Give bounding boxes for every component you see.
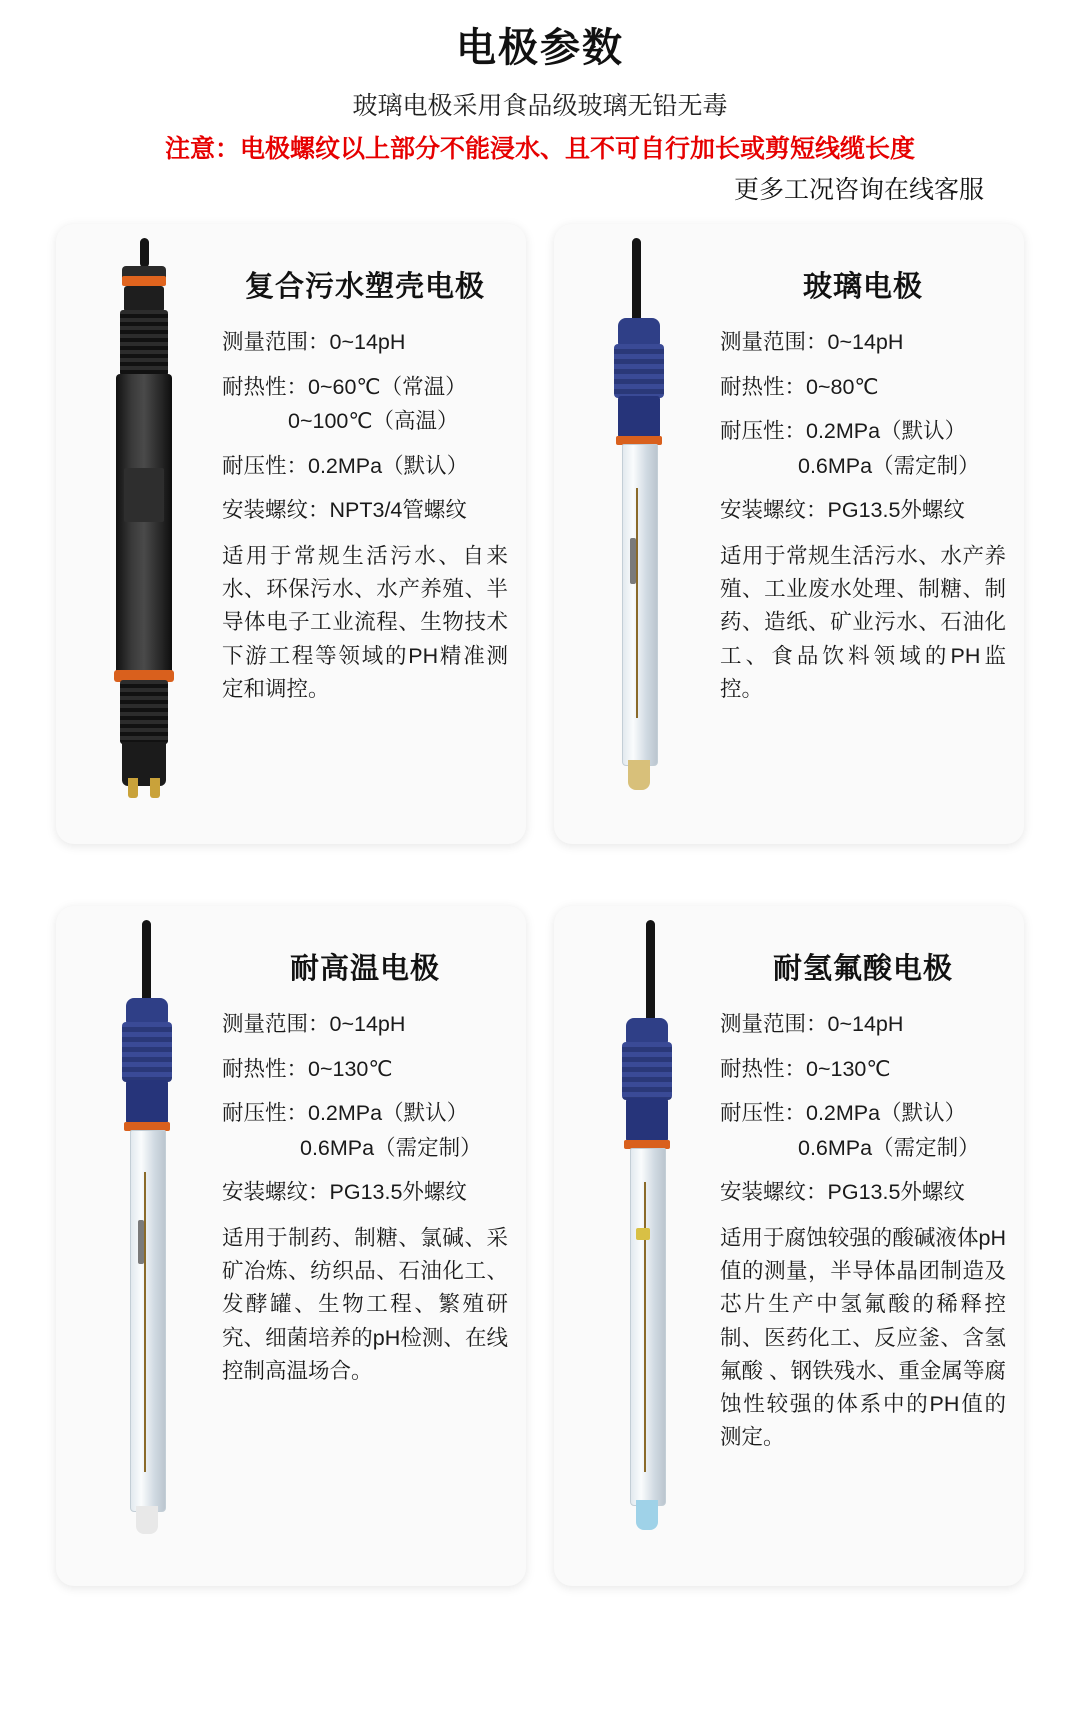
electrode-card-grid [0, 224, 1080, 1586]
spec-heat-resistance: 耐热性：0~80℃ [720, 374, 879, 399]
electrode-info-composite [216, 238, 512, 830]
probe-neck [124, 286, 164, 312]
probe-label [124, 468, 164, 522]
electrode-card-high-temperature-resistant-electrode [56, 906, 526, 1586]
page-title: 电极参数 [456, 26, 624, 70]
spec-pressure-resistance-2: 0.6MPa（需定制） [798, 1135, 980, 1160]
cable-icon [632, 238, 641, 324]
card-description: 适用于常规生活污水、水产养殖、工业废水处理、制糖、制药、造纸、矿业污水、石油化工、食品饮料领域的PH监控。 [720, 543, 1006, 701]
card-title: 玻璃电极 [802, 271, 923, 303]
probe-illustration-hf [564, 920, 714, 1572]
electrode-info-glass [714, 238, 1010, 830]
card-title: 耐高温电极 [289, 953, 440, 985]
spec-measuring-range: 测量范围：0~14pH [720, 330, 904, 354]
probe-thread-upper [120, 310, 168, 376]
spec-pressure-resistance-2: 0.6MPa（需定制） [300, 1135, 482, 1160]
electrode-photo-high-temp [66, 920, 216, 1572]
probe-tip-right [150, 778, 160, 798]
spec-heat-resistance: 耐热性：0~130℃ [222, 1056, 393, 1081]
probe-head-lower [626, 1098, 668, 1142]
probe-illustration-plastic [66, 238, 216, 830]
card-title: 耐氢氟酸电极 [772, 953, 953, 985]
probe-illustration-glass [564, 238, 714, 830]
probe-head-ribbed [614, 344, 664, 398]
probe-glass-tube [130, 1130, 166, 1512]
probe-orange-band [122, 276, 166, 286]
probe-tip [136, 1506, 158, 1534]
electrode-info-high-temp [216, 920, 512, 1572]
cable-icon [646, 920, 655, 1024]
probe-glass-tube [622, 444, 658, 766]
probe-tip [636, 1500, 658, 1530]
probe-glass-tube [630, 1148, 666, 1506]
probe-head-lower [618, 396, 660, 438]
electrode-card-hydrofluoric-acid-resistant-electrode [554, 906, 1024, 1586]
cable-icon [140, 238, 149, 268]
spec-heat-resistance-2: 0~100℃（高温） [288, 409, 459, 434]
probe-internal-element [636, 1228, 650, 1240]
probe-head-top [626, 1018, 668, 1044]
spec-pressure-resistance: 耐压性：0.2MPa（默认） [720, 1101, 967, 1126]
probe-tip [628, 760, 650, 790]
probe-head-top [618, 318, 660, 346]
electrode-info-hf [714, 920, 1010, 1572]
card-description: 适用于制药、制糖、氯碱、采矿冶炼、纺织品、石油化工、发酵罐、生物工程、繁殖研究、细菌培养的pH检测、在线控制高温场合。 [222, 1225, 508, 1383]
spec-mounting-thread: 安装螺纹：PG13.5外螺纹 [720, 498, 965, 523]
probe-internal-wire [644, 1182, 646, 1472]
spec-pressure-resistance: 耐压性：0.2MPa（默认） [720, 419, 967, 444]
probe-tip-left [128, 778, 138, 798]
electrode-photo-glass [564, 238, 714, 830]
probe-thread-lower [120, 680, 168, 744]
spec-measuring-range: 测量范围：0~14pH [222, 1012, 406, 1036]
spec-measuring-range: 测量范围：0~14pH [720, 1012, 904, 1036]
probe-internal-element [138, 1220, 144, 1264]
spec-measuring-range: 测量范围：0~14pH [222, 330, 406, 354]
probe-internal-wire [636, 488, 638, 718]
card-description: 适用于腐蚀较强的酸碱液体pH值的测量，半导体晶团制造及芯片生产中氢氟酸的稀释控制、医药化工、反应釜、含氢氟酸 、钢铁残水、重金属等腐蚀性较强的体系中的PH值的测定。 [720, 1225, 1006, 1450]
electrode-photo-composite [66, 238, 216, 830]
probe-head-ribbed [622, 1042, 672, 1100]
spec-heat-resistance: 耐热性：0~130℃ [720, 1056, 891, 1081]
probe-illustration-high-temp [66, 920, 216, 1572]
electrode-card-glass-electrode [554, 224, 1024, 844]
electrode-card-composite-sewage-plastic-electrode [56, 224, 526, 844]
spec-pressure-resistance: 耐压性：0.2MPa（默认） [222, 1101, 469, 1126]
electrode-photo-hf [564, 920, 714, 1572]
warning-note: 注意：电极螺纹以上部分不能浸水、且不可自行加长或剪短线缆长度 [164, 134, 915, 163]
spec-mounting-thread: 安装螺纹：NPT3/4管螺纹 [222, 498, 467, 523]
spec-pressure-resistance-2: 0.6MPa（需定制） [798, 453, 980, 478]
cable-icon [142, 920, 151, 1004]
probe-head-top [126, 998, 168, 1024]
probe-internal-element [630, 538, 636, 584]
card-title: 复合污水塑壳电极 [244, 271, 485, 303]
probe-internal-wire [144, 1172, 146, 1472]
probe-head-ribbed [122, 1022, 172, 1082]
spec-mounting-thread: 安装螺纹：PG13.5外螺纹 [222, 1180, 467, 1205]
spec-mounting-thread: 安装螺纹：PG13.5外螺纹 [720, 1180, 965, 1205]
page-subtitle: 玻璃电极采用食品级玻璃无铅无毒 [352, 92, 728, 120]
spec-heat-resistance: 耐热性：0~60℃（常温） [222, 374, 467, 399]
card-description: 适用于常规生活污水、自来水、环保污水、水产养殖、半导体电子工业流程、生物技术下游工程等领域的PH精准测定和调控。 [222, 543, 508, 701]
spec-pressure-resistance: 耐压性：0.2MPa（默认） [222, 453, 469, 478]
probe-body [116, 374, 172, 674]
probe-head-lower [126, 1080, 168, 1124]
online-service-note: 更多工况咨询在线客服 [733, 176, 984, 204]
page-header [0, 0, 1080, 208]
